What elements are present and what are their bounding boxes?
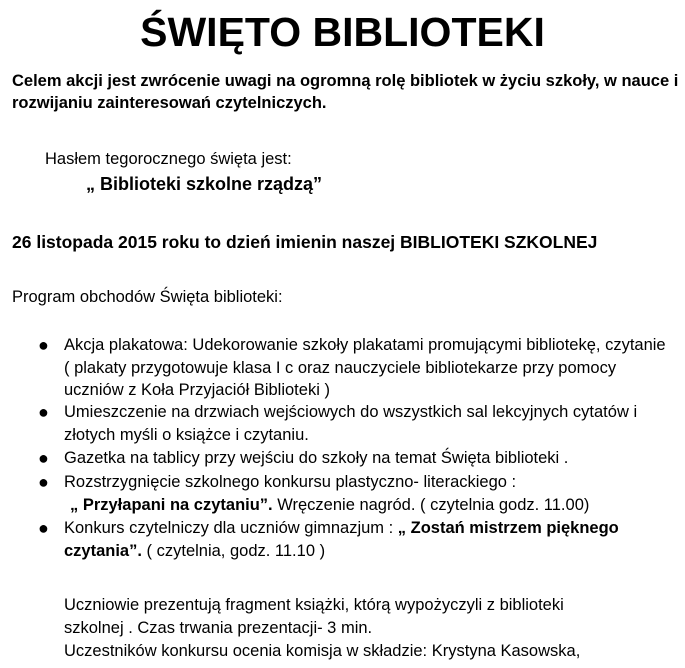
program-heading: Program obchodów Święta biblioteki: — [12, 288, 283, 306]
motto-text: „ Biblioteki szkolne rządzą” — [86, 174, 323, 194]
list-item — [0, 334, 685, 401]
list-item — [0, 401, 685, 447]
program-list — [0, 334, 685, 563]
list-item — [0, 447, 685, 471]
list-item-text: Konkurs czytelniczy dla uczniów gimnazjum : — [64, 519, 398, 537]
list-item-text: Rozstrzygnięcie szkolnego konkursu plastyczno- literackiego : — [64, 473, 517, 491]
bullet-icon: ● — [38, 518, 49, 538]
contest-title: „ Zostań mistrzem pięknego czytania”. — [64, 519, 619, 560]
bullet-icon: ● — [38, 448, 49, 468]
list-item-text: Akcja plakatowa: Udekorowanie szkoły plakatami promującymi bibliotekę, czytanie ( plakaty przygotowuje klasa I c oraz nauczyciele bibliotekarze przy pomocy uczniów z Koła Przyjaciół Biblioteki ) — [64, 336, 666, 399]
date-announcement: 26 listopada 2015 roku to dzień imienin naszej BIBLIOTEKI SZKOLNEJ — [12, 232, 598, 252]
continuation-line: szkolnej . Czas trwania prezentacji- 3 min. — [64, 619, 373, 637]
continuation-line: Uczestników konkursu ocenia komisja w składzie: Krystyna Kasowska, — [64, 642, 581, 660]
bullet-icon: ● — [38, 402, 49, 422]
continuation-line: Uczniowie prezentują fragment książki, którą wypożyczyli z biblioteki — [64, 596, 564, 614]
intro-paragraph: Celem akcji jest zwrócenie uwagi na ogromną rolę bibliotek w życiu szkoły, w nauce i rozwijaniu zainteresowań czytelniczych. — [12, 72, 679, 112]
list-item-text: Umieszczenie na drzwiach wejściowych do wszystkich sal lekcyjnych cytatów i złotych myśli o książce i czytaniu. — [64, 403, 638, 444]
list-item — [0, 471, 685, 517]
list-item-text-after: ( czytelnia, godz. 11.10 ) — [141, 541, 326, 560]
motto-lead-text: Hasłem tegorocznego święta jest: — [45, 150, 292, 168]
list-item-text: Gazetka na tablicy przy wejściu do szkoły na temat Święta biblioteki . — [64, 449, 569, 467]
document-title: ŚWIĘTO BIBLIOTEKI — [140, 9, 545, 55]
bullet-icon: ● — [38, 472, 49, 492]
list-item — [0, 517, 685, 563]
bullet-icon: ● — [38, 335, 49, 355]
contest-title: „ Przyłapani na czytaniu”. — [70, 495, 273, 514]
list-item-text-after: Wręczenie nagród. ( czytelnia godz. 11.00) — [272, 495, 590, 514]
